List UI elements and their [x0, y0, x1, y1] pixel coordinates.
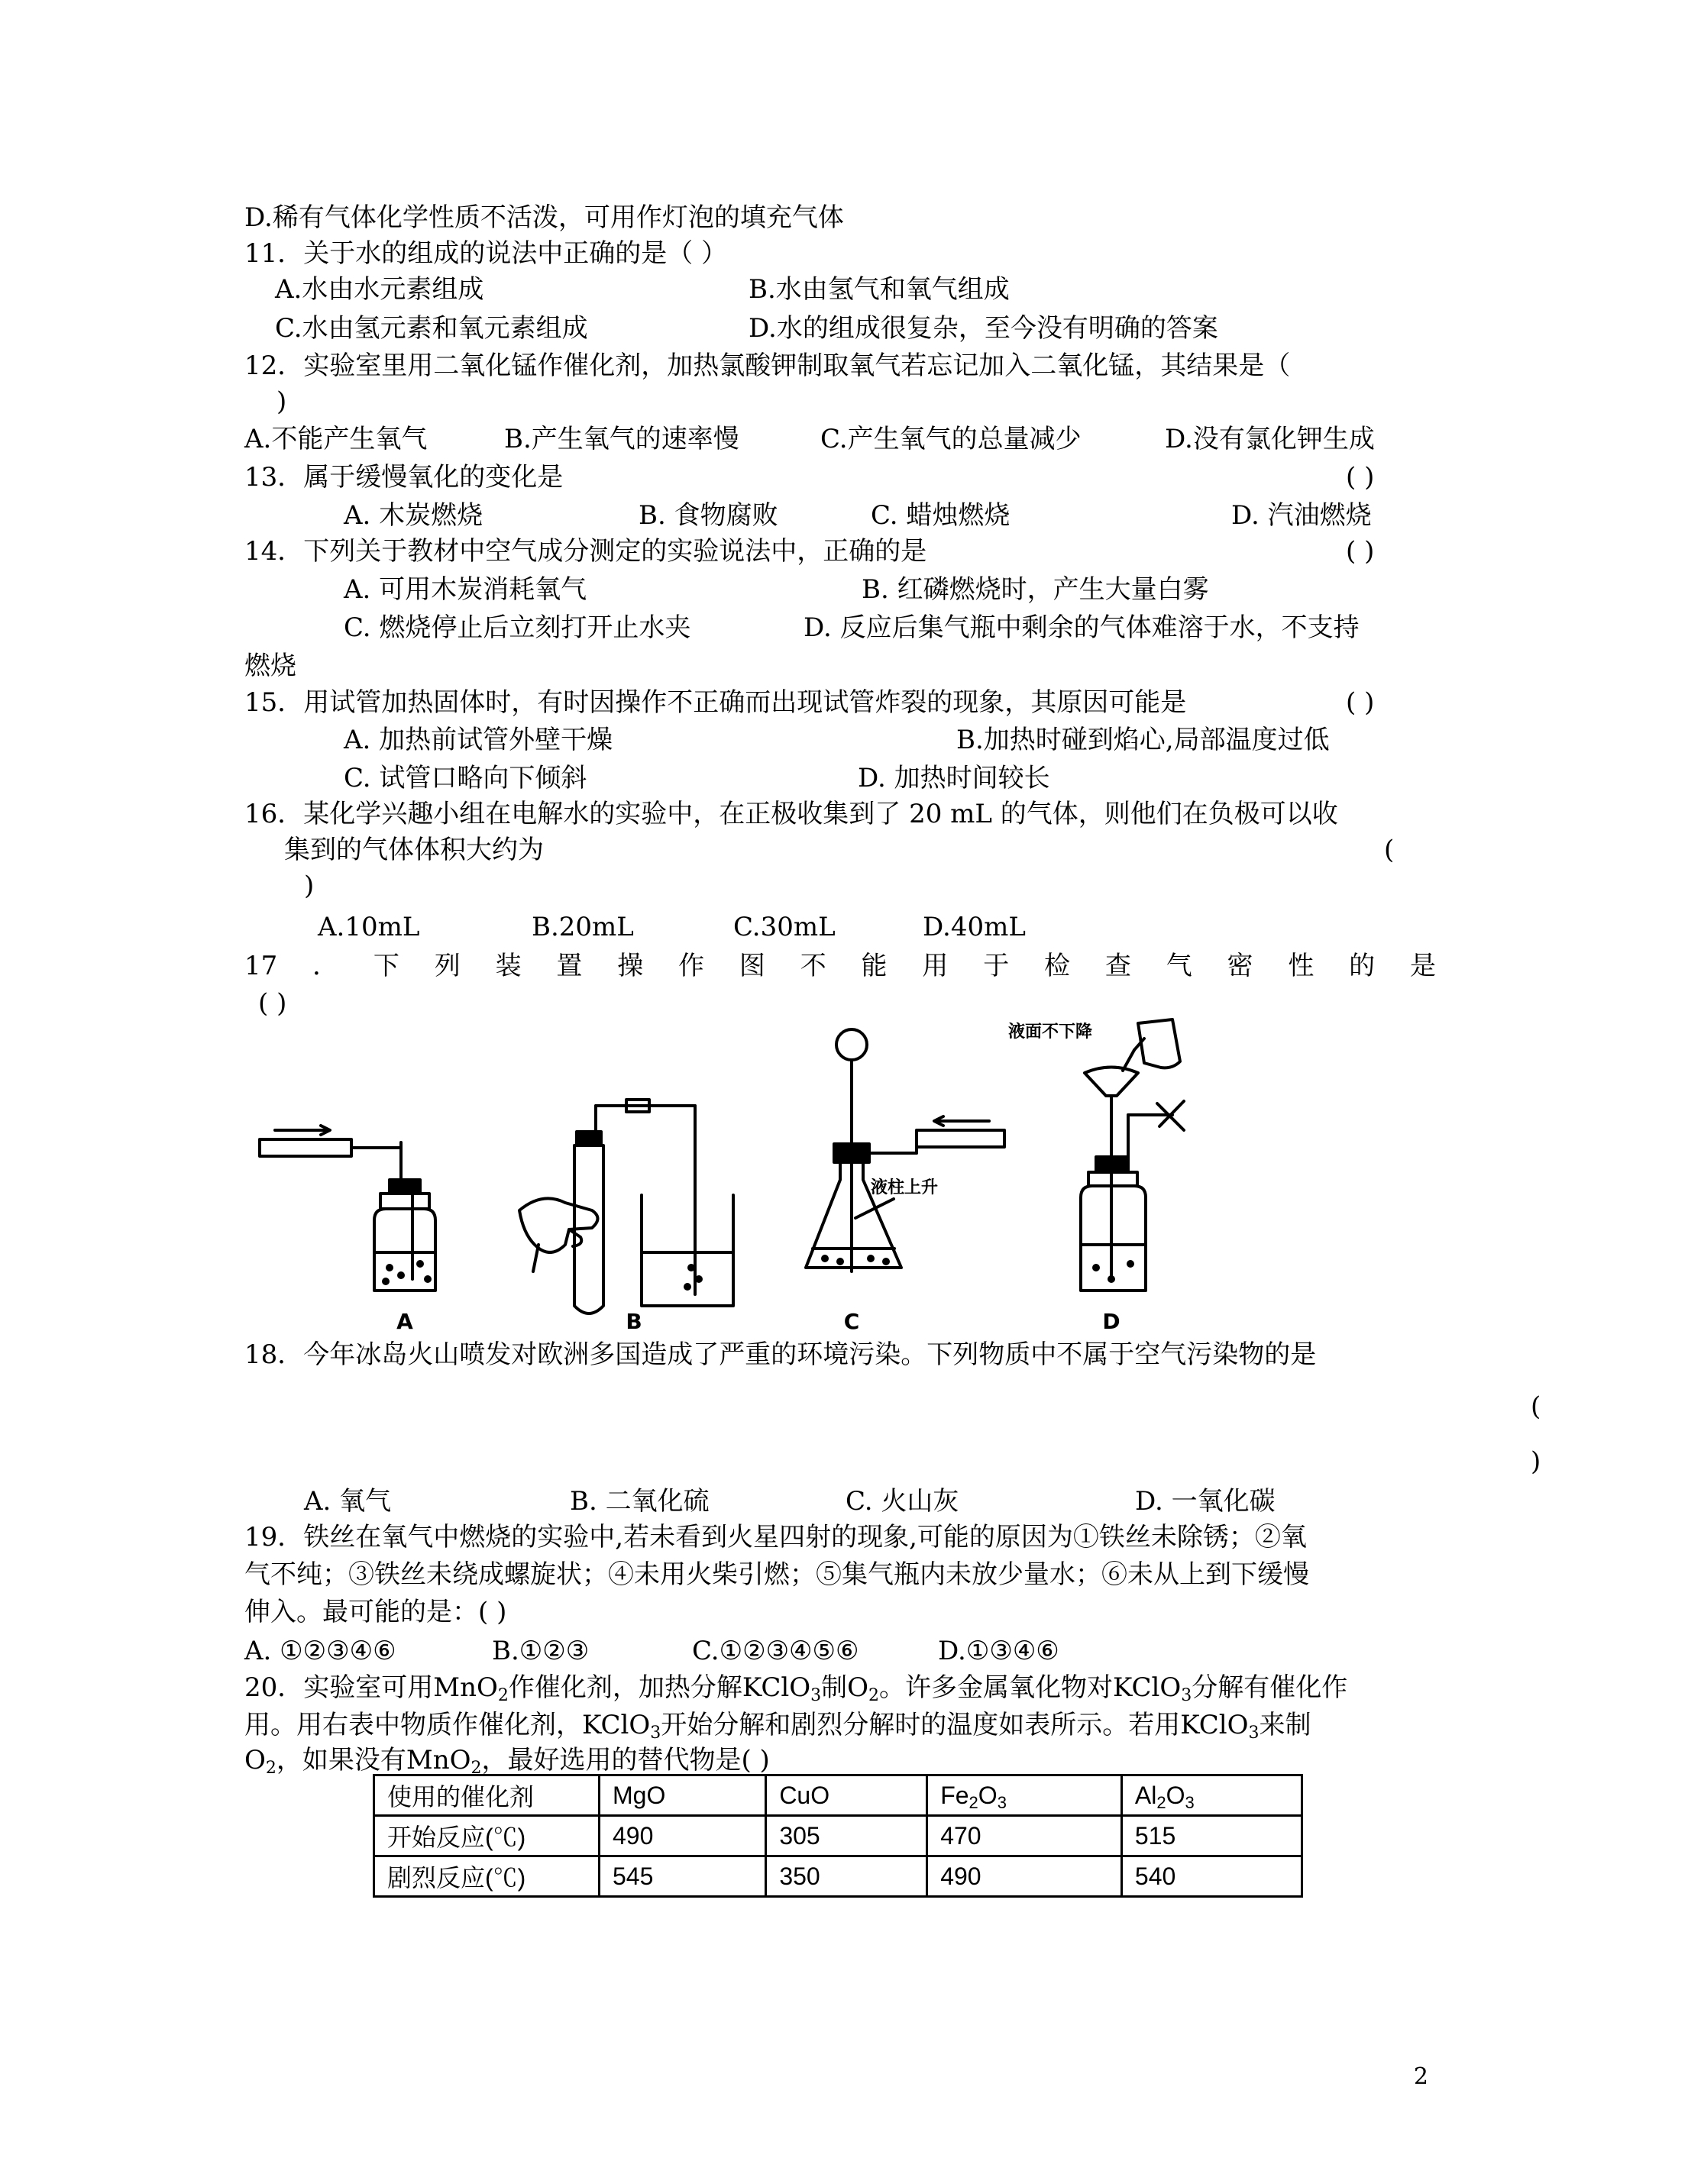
q11-option-b: B.水由氢气和氧气组成	[749, 274, 1010, 305]
q14-option-d: D. 反应后集气瓶中剩余的气体难溶于水，不支持	[804, 612, 1360, 643]
q20-stem-3: $O_2$，如果没有MnO$_2$，最好选用的替代物是( )	[244, 1745, 770, 1778]
q12-option-c: C.产生氧气的总量减少	[820, 424, 1082, 454]
table-cell: $Fe_2O_3$	[927, 1775, 1122, 1816]
q15-option-b: B.加热时碰到焰心,局部温度过低	[956, 725, 1330, 755]
q12-option-d: D.没有氯化钾生成	[1165, 424, 1375, 454]
label-c: C	[843, 1309, 860, 1334]
q18-paren-close: )	[1531, 1446, 1541, 1477]
table-cell: $Al_2O_3$	[1121, 1775, 1302, 1816]
table-cell: MgO	[600, 1775, 766, 1816]
q18-option-d: D. 一氧化碳	[1135, 1486, 1276, 1517]
q12-option-a: A.不能产生氧气	[244, 424, 428, 454]
q12-paren-close: )	[276, 386, 287, 417]
q16-option-c: C.30mL	[733, 912, 836, 942]
q16-option-b: B.20mL	[532, 912, 634, 942]
table-cell: 515	[1121, 1816, 1302, 1856]
table-row	[374, 1856, 1302, 1897]
q11-option-a: A.水由水元素组成	[275, 274, 484, 305]
q11-option-d: D.水的组成很复杂，至今没有明确的答案	[749, 313, 1218, 344]
q15-option-a: A. 加热前试管外壁干燥	[344, 725, 613, 755]
table-cell: 490	[600, 1816, 766, 1856]
q11-option-c: C.水由氢元素和氧元素组成	[275, 313, 588, 344]
q13-option-a: A. 木炭燃烧	[344, 500, 483, 531]
q18-paren-open: (	[1531, 1391, 1541, 1422]
q16-option-a: A.10mL	[318, 912, 420, 942]
q16-paren-close: )	[304, 871, 315, 901]
q17-stem: 17 ． 下 列 装 置 操 作 图 不 能 用 于 检 查 气 密 性 的 是	[244, 951, 1436, 981]
q15-option-c: C. 试管口略向下倾斜	[344, 763, 587, 793]
q16-option-d: D.40mL	[923, 912, 1026, 942]
table-cell: 开始反应(℃)	[374, 1816, 600, 1856]
label-d: D	[1102, 1309, 1120, 1334]
catalyst-table	[373, 1774, 1303, 1898]
q19-option-d: D.①③④⑥	[938, 1636, 1059, 1666]
q14-paren: ( )	[1346, 536, 1375, 567]
apparatus-a	[260, 1126, 435, 1291]
q19-stem: 19．铁丝在氧气中燃烧的实验中,若未看到火星四射的现象,可能的原因为①铁丝未除锈；②氧	[244, 1522, 1307, 1552]
q19-stem-2: 气不纯；③铁丝未绕成螺旋状；④未用火柴引燃；⑤集气瓶内未放少量水；⑥未从上到下缓慢	[244, 1559, 1309, 1590]
q20-stem: 20．实验室可用MnO$_2$作催化剂，加热分解KClO$_3$制$O_2$。许多金属氧化物对KClO$_3$分解有催化作	[244, 1672, 1348, 1705]
q15-stem: 15．用试管加热固体时，有时因操作不正确而出现试管炸裂的现象，其原因可能是	[244, 687, 1187, 718]
q19-option-c: C.①②③④⑤⑥	[692, 1636, 859, 1666]
table-header-row	[374, 1775, 1302, 1816]
q10-option-d: D.稀有气体化学性质不活泼，可用作灯泡的填充气体	[244, 202, 844, 233]
table-cell: 540	[1121, 1856, 1302, 1897]
apparatus-b	[519, 1100, 733, 1313]
q15-option-d: D. 加热时间较长	[858, 763, 1050, 793]
q16-stem-cont: 集到的气体体积大约为	[284, 835, 544, 865]
apparatus-d	[1081, 1019, 1184, 1291]
table-cell: 剧烈反应(℃)	[374, 1856, 600, 1897]
q14-option-d-cont: 燃烧	[244, 651, 296, 681]
q18-stem: 18．今年冰岛火山喷发对欧洲多国造成了严重的环境污染。下列物质中不属于空气污染物的是	[244, 1339, 1317, 1370]
d-note: 液面不下降	[1008, 1023, 1093, 1042]
q13-option-b: B. 食物腐败	[639, 500, 778, 531]
q12-option-b: B.产生氧气的速率慢	[504, 424, 739, 454]
q18-option-c: C. 火山灰	[846, 1486, 959, 1517]
q13-stem: 13．属于缓慢氧化的变化是	[244, 462, 564, 493]
apparatus-figure	[244, 1016, 1314, 1336]
q19-stem-3: 伸入。最可能的是：( )	[244, 1597, 507, 1627]
table-cell: 545	[600, 1856, 766, 1897]
c-note: 液柱上升	[871, 1178, 939, 1197]
label-a: A	[396, 1309, 413, 1334]
q13-option-d: D. 汽油燃烧	[1231, 500, 1372, 531]
q13-paren: ( )	[1346, 462, 1375, 493]
q13-option-c: C. 蜡烛燃烧	[871, 500, 1011, 531]
table-row	[374, 1816, 1302, 1856]
table-cell: 350	[766, 1856, 927, 1897]
q19-option-a: A. ①②③④⑥	[244, 1636, 396, 1666]
q18-option-a: A. 氧气	[304, 1486, 392, 1517]
table-cell: 305	[766, 1816, 927, 1856]
apparatus-c	[806, 1029, 1004, 1271]
table-cell: CuO	[766, 1775, 927, 1816]
q11-stem: 11．关于水的组成的说法中正确的是（ ）	[244, 238, 728, 269]
q14-stem: 14．下列关于教材中空气成分测定的实验说法中，正确的是	[244, 536, 927, 567]
table-cell: 使用的催化剂	[374, 1775, 600, 1816]
q15-paren: ( )	[1346, 687, 1375, 718]
q17-paren: ( )	[258, 988, 287, 1019]
q20-stem-2: 用。用右表中物质作催化剂，KClO$_3$开始分解和剧烈分解时的温度如表所示。若用KClO$_3$来制	[244, 1710, 1311, 1743]
q14-option-a: A. 可用木炭消耗氧气	[344, 574, 587, 605]
q18-option-b: B. 二氧化硫	[570, 1486, 710, 1517]
q16-stem: 16．某化学兴趣小组在电解水的实验中，在正极收集到了 20 mL 的气体，则他们在负极可以收	[244, 799, 1338, 829]
q12-stem: 12．实验室里用二氧化锰作催化剂，加热氯酸钾制取氧气若忘记加入二氧化锰，其结果是（	[244, 351, 1291, 381]
q19-option-b: B.①②③	[492, 1636, 590, 1666]
table-cell: 470	[927, 1816, 1122, 1856]
q14-option-b: B. 红磷燃烧时，产生大量白雾	[862, 574, 1209, 605]
table-cell: 490	[927, 1856, 1122, 1897]
page-number: 2	[1413, 2063, 1428, 2090]
q16-paren-open: (	[1384, 835, 1395, 865]
q14-option-c: C. 燃烧停止后立刻打开止水夹	[344, 612, 691, 643]
label-b: B	[626, 1309, 642, 1334]
